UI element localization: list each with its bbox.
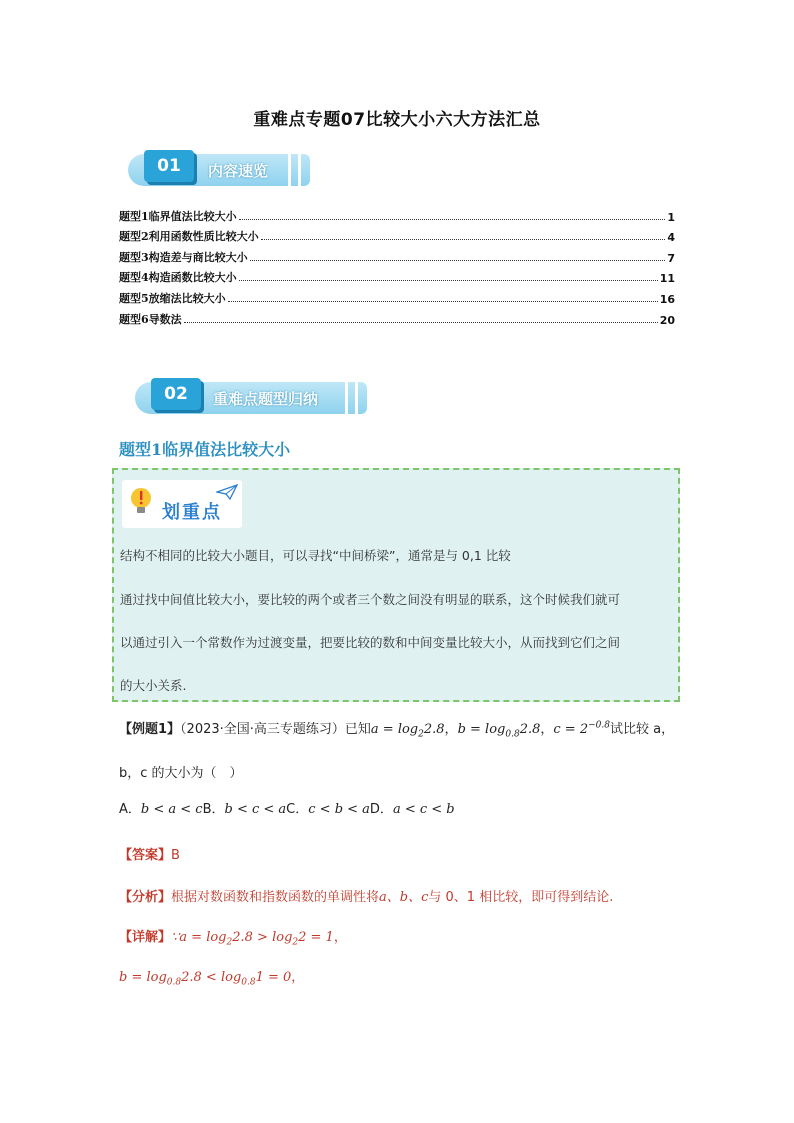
toc-row[interactable] [119, 224, 675, 245]
choice-a-label: A． [119, 802, 141, 817]
formula-a: $a = \log_22.8$ [370, 722, 445, 740]
toc-page: 16 [659, 292, 675, 306]
toc-title: 题型6导数法 [119, 312, 182, 326]
paper-plane-icon [216, 484, 238, 500]
toc-page: 1 [667, 210, 675, 224]
key-paragraph: 结构不相同的比较大小题目，可以寻找“中间桥梁”，通常是与 0,1 比较 [120, 548, 511, 563]
type1-heading: 题型1临界值法比较大小 [119, 440, 291, 459]
summary-banner [135, 378, 367, 418]
toc-title: 题型2利用函数性质比较大小 [119, 230, 259, 244]
section-label: 重难点题型归纳 [213, 390, 319, 408]
document-title: 重难点专题07比较大小六大方法汇总 [253, 110, 541, 130]
detail-line-1: 【详解】∵a = $\log_22.8 > \log_22 = 1$， [119, 930, 347, 948]
key-paragraph: 的大小关系. [120, 678, 187, 693]
toc-title: 题型5放缩法比较大小 [119, 291, 226, 305]
choice-d[interactable]: a < c < b [392, 802, 455, 817]
detail-tag: 【详解】 [119, 930, 172, 945]
key-points-box [112, 468, 680, 702]
section-label: 内容速览 [208, 162, 269, 180]
lightbulb-icon [128, 486, 154, 516]
toc-row[interactable] [119, 203, 675, 224]
section-number: 01 [144, 150, 194, 182]
analysis-line: 【分析】根据对数函数和指数函数的单调性将a、b、c与 0、1 相比较，即可得到结论. [119, 890, 614, 905]
key-paragraph: 以通过引入一个常数作为过渡变量，把要比较的数和中间变量比较大小，从而找到它们之间 [120, 635, 621, 650]
key-points-badge [122, 480, 242, 528]
toc-page: 11 [659, 272, 675, 286]
toc-row[interactable] [119, 244, 675, 265]
badge-label: 划重点 [162, 502, 222, 523]
analysis-tag: 【分析】 [119, 890, 172, 905]
answer-tag: 【答案】 [119, 848, 172, 863]
choice-a[interactable]: b < a < c [140, 802, 203, 817]
choice-b-label: B． [202, 802, 225, 817]
toc-title: 题型1临界值法比较大小 [119, 209, 237, 223]
analysis-pre: 根据对数函数和指数函数的单调性将 [171, 890, 380, 905]
choice-d-label: D． [369, 802, 393, 817]
toc-row[interactable] [119, 306, 675, 327]
toc-page: 7 [667, 251, 675, 265]
table-of-contents [119, 203, 675, 327]
contents-banner [128, 150, 310, 190]
choices [119, 798, 455, 817]
toc-page: 20 [659, 313, 675, 327]
analysis-post: 与 0、1 相比较，即可得到结论. [428, 890, 614, 905]
toc-title: 题型3构造差与商比较大小 [119, 250, 248, 264]
choice-c-label: C． [286, 802, 309, 817]
choice-c[interactable]: c < b < a [308, 802, 370, 817]
example-1-statement: 【例题1】（2023·全国·高三专题练习）已知$a = \log_22.8$，$b = \log_{0.8}2.8$，$c = 2^{-0.8}$试比较 a， [119, 720, 675, 740]
formula-c: $c = 2^{-0.8}$ [553, 720, 610, 737]
key-paragraph: 通过找中间值比较大小，要比较的两个或者三个数之间没有明显的联系，这个时候我们就可 [120, 592, 621, 607]
detail-line-2: $b = \log_{0.8}2.8 < \log_{0.8}1 = 0$， [119, 970, 305, 988]
example-tag: 【例题1】 [119, 722, 181, 737]
toc-page: 4 [667, 231, 675, 245]
example-tail: 试比较 a， [609, 722, 675, 737]
toc-title: 题型4构造函数比较大小 [119, 271, 237, 285]
example-source: （2023·全国·高三专题练习）已知 [180, 722, 371, 737]
answer-value: B [171, 848, 180, 863]
answer-line [119, 844, 180, 863]
choice-b[interactable]: b < c < a [224, 802, 287, 817]
example-1-line2: b，c 的大小为（ ） [119, 766, 243, 781]
formula-b: $b = \log_{0.8}2.8$ [457, 722, 541, 740]
toc-row[interactable] [119, 265, 675, 286]
toc-row[interactable] [119, 285, 675, 306]
section-number: 02 [151, 378, 201, 410]
